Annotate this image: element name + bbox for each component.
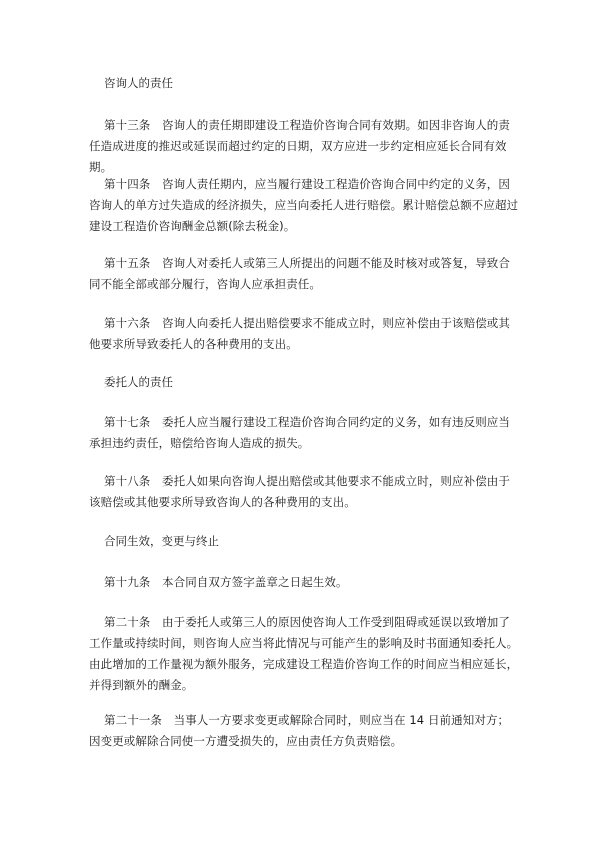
article-16: 第十六条 咨询人向委托人提出赔偿要求不能成立时，则应补偿由于该赔偿或其他要求所导致委托人的各种费用的支出。	[89, 316, 510, 351]
section-heading-consultant-liability: 咨询人的责任	[104, 76, 173, 90]
article-18: 第十八条 委托人如果向咨询人提出赔偿或其他要求不能成立时，则应补偿由于该赔偿或其他要求所导致咨询人的各种费用的支出。	[89, 474, 510, 509]
section-heading-effectiveness: 合同生效，变更与终止	[104, 534, 219, 548]
article-15: 第十五条 咨询人对委托人或第三人所提出的问题不能及时核对或答复，导致合同不能全部或部分履行，咨询人应承担责任。	[89, 256, 510, 291]
article-19: 第十九条 本合同自双方签字盖章之日起生效。	[104, 575, 348, 589]
article-17: 第十七条 委托人应当履行建设工程造价咨询合同约定的义务，如有违反则应当承担违约责任，赔偿给咨询人造成的损失。	[89, 415, 510, 450]
article-20: 第二十条 由于委托人或第三人的原因使咨询人工作受到阻碍或延误以致增加了工作量或持续时间，则咨询人应当将此情况与可能产生的影响及时书面通知委托人。由此增加的工作量视为额外服务，完成建设工程造价咨询工作的时间应当相应延长，并得到额外的酬金。	[89, 615, 519, 692]
article-21: 第二十一条 当事人一方要求变更或解除合同时，则应当在 14 日前通知对方；因变更或解除合同使一方遭受损失的，应由责任方负责赔偿。	[89, 713, 510, 748]
article-14: 第十四条 咨询人责任期内，应当履行建设工程造价咨询合同中约定的义务，因咨询人的单方过失造成的经济损失，应当向委托人进行赔偿。累计赔偿总额不应超过建设工程造价咨询酬金总额(除去税金)。	[89, 177, 519, 233]
section-heading-client-liability: 委托人的责任	[104, 375, 173, 389]
article-13: 第十三条 咨询人的责任期即建设工程造价咨询合同有效期。如因非咨询人的责任造成进度的推迟或延误而超过约定的日期，双方应进一步约定相应延长合同有效期。	[89, 118, 510, 174]
